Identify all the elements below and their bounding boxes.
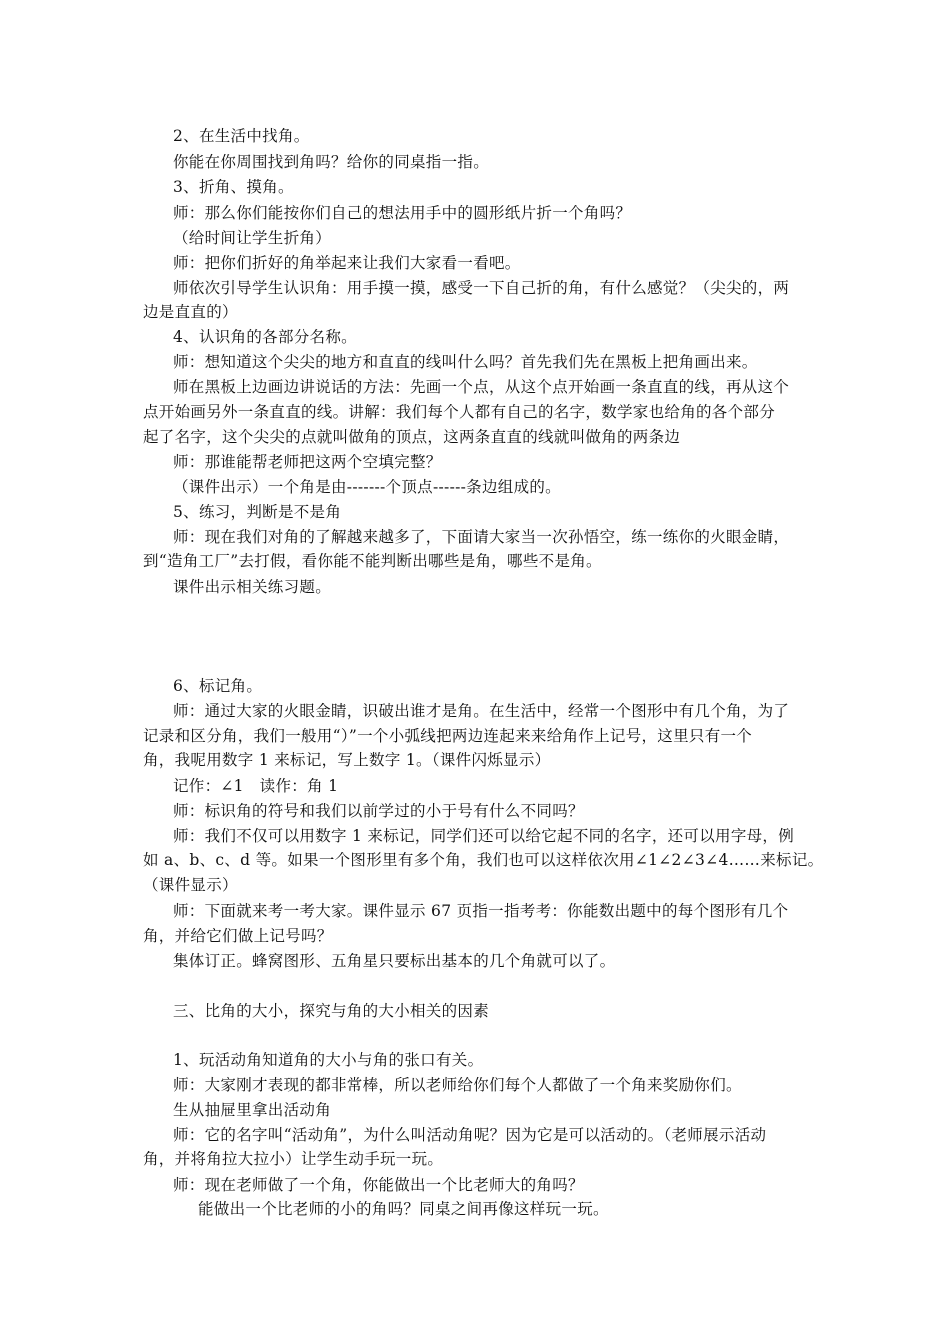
- text-line: 边是直直的）: [143, 303, 238, 321]
- text-line: 师：通过大家的火眼金睛，识破出谁才是角。在生活中，经常一个图形中有几个角，为了: [173, 702, 790, 720]
- text-line: 师：那谁能帮老师把这两个空填完整？: [173, 453, 442, 471]
- text-line: 角，并给它们做上记号吗？: [143, 927, 333, 945]
- text-line: （课件显示）: [143, 876, 238, 894]
- text-line: 5、练习，判断是不是角: [173, 503, 342, 521]
- text-line: 师：标识角的符号和我们以前学过的小于号有什么不同吗？: [173, 802, 584, 820]
- text-line: 师：大家刚才表现的都非常棒，所以老师给你们每个人都做了一个角来奖励你们。: [173, 1076, 742, 1094]
- text-line: 3、折角、摸角。: [173, 178, 294, 196]
- text-line: 生从抽屉里拿出活动角: [173, 1101, 332, 1119]
- text-line: 4、认识角的各部分名称。: [173, 328, 357, 346]
- section-heading: 三、比角的大小，探究与角的大小相关的因素: [173, 1002, 490, 1020]
- text-line: 师：它的名字叫“活动角”，为什么叫活动角呢？因为它是可以活动的。（老师展示活动: [173, 1126, 767, 1144]
- text-line: 师：那么你们能按你们自己的想法用手中的圆形纸片折一个角吗？: [173, 204, 632, 222]
- text-line: 如 a、b、c、d 等。如果一个图形里有多个角，我们也可以这样依次用∠1∠2∠3∠4……来标记。: [143, 851, 824, 869]
- text-line: 课件出示相关练习题。: [173, 578, 332, 596]
- text-line: 能做出一个比老师的小的角吗？同桌之间再像这样玩一玩。: [198, 1200, 609, 1218]
- text-line: 师：我们不仅可以用数字 1 来标记，同学们还可以给它起不同的名字，还可以用字母，例: [173, 827, 795, 845]
- text-line: （给时间让学生折角）: [173, 229, 332, 247]
- text-line: 师：想知道这个尖尖的地方和直直的线叫什么吗？首先我们先在黑板上把角画出来。: [173, 353, 758, 371]
- text-line: 到“造角工厂”去打假，看你能不能判断出哪些是角，哪些不是角。: [143, 552, 602, 570]
- text-line: 起了名字，这个尖尖的点就叫做角的顶点，这两条直直的线就叫做角的两条边: [143, 428, 681, 446]
- text-line: 师：现在我们对角的了解越来越多了，下面请大家当一次孙悟空，练一练你的火眼金睛，: [173, 528, 790, 546]
- section-heading: 6、标记角。: [173, 677, 263, 695]
- text-line: 师：下面就来考一考大家。课件显示 67 页指一指考考：你能数出题中的每个图形有几个: [173, 902, 789, 920]
- text-line: 点开始画另外一条直直的线。讲解：我们每个人都有自己的名字，数学家也给角的各个部分: [143, 403, 776, 421]
- text-line: 1、玩活动角知道角的大小与角的张口有关。: [173, 1051, 484, 1069]
- text-line: 师：现在老师做了一个角，你能做出一个比老师大的角吗？: [173, 1176, 584, 1194]
- text-line: 师：把你们折好的角举起来让我们大家看一看吧。: [173, 254, 521, 272]
- text-line: 你能在你周围找到角吗？给你的同桌指一指。: [173, 153, 490, 171]
- text-line: 2、在生活中找角。: [173, 127, 310, 145]
- text-line: 角，我呢用数字 1 来标记，写上数字 1。（课件闪烁显示）: [143, 751, 551, 769]
- text-line: 记录和区分角，我们一般用“）”一个小弧线把两边连起来来给角作上记号，这里只有一个: [143, 727, 753, 745]
- text-line: （课件出示）一个角是由-------个顶点------条边组成的。: [173, 478, 561, 496]
- text-line: 记作：∠1 读作：角 1: [173, 777, 339, 795]
- text-line: 集体订正。蜂窝图形、五角星只要标出基本的几个角就可以了。: [173, 952, 616, 970]
- text-line: 师在黑板上边画边讲说话的方法：先画一个点，从这个点开始画一条直直的线，再从这个: [173, 378, 790, 396]
- text-line: 角，并将角拉大拉小）让学生动手玩一玩。: [143, 1150, 444, 1168]
- text-line: 师依次引导学生认识角：用手摸一摸，感受一下自己折的角，有什么感觉？（尖尖的，两: [173, 279, 790, 297]
